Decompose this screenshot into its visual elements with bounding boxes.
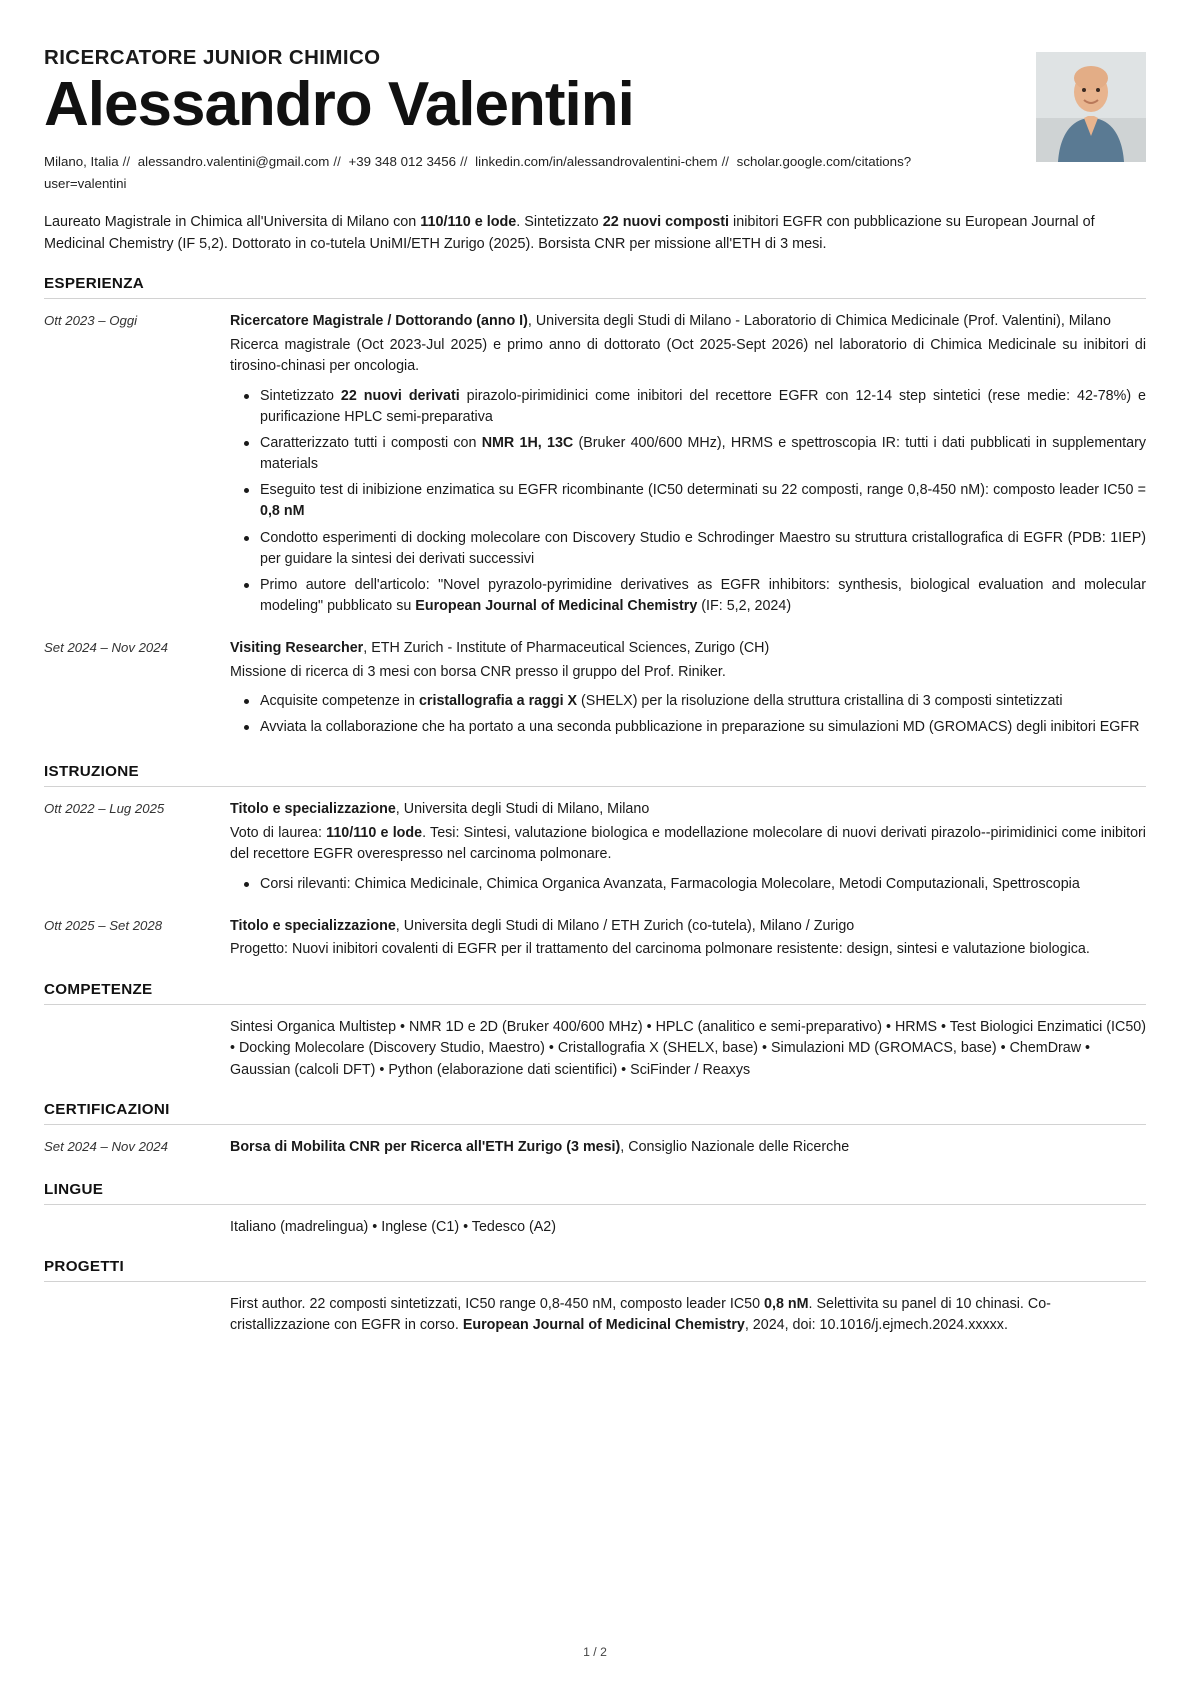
resume-header <box>44 46 1146 255</box>
entry-body <box>230 638 1146 743</box>
entry-institution: , Universita degli Studi di Milano, Milano <box>395 801 650 818</box>
contact-separator: // <box>122 154 131 170</box>
entry-date: Ott 2023 – Oggi <box>44 313 138 329</box>
page-footer <box>0 1645 1190 1659</box>
entry-degree-title: Titolo e specializzazione <box>230 917 396 934</box>
contact-scholar[interactable]: scholar.google.com/citations?user=valentini <box>44 154 912 191</box>
summary-highlight-2: 22 nuovi composti <box>602 214 730 231</box>
bullet-text-c: pirazolo-pirimidinici come inibitori del recettore EGFR con 12-14 step sintetici (rese medie: 42-78%) e purificazione HPLC semi-preparativa <box>260 387 1146 425</box>
project-text-3: , 2024, doi: 10.1016/j.ejmech.2024.xxxxx. <box>744 1317 1008 1334</box>
entry-institution: , Universita degli Studi di Milano / ETH Zurich (co-tutela), Milano / Zurigo <box>395 917 855 934</box>
layout-spacer <box>44 1294 230 1337</box>
desc-text-a: Voto di laurea: <box>230 824 327 841</box>
list-item <box>260 717 1146 738</box>
contact-separator: // <box>721 154 729 170</box>
certification-entry <box>44 1137 1146 1160</box>
certification-issuer: , Consiglio Nazionale delle Ricerche <box>620 1139 850 1156</box>
entry-description: Ricerca magistrale (Oct 2023-Jul 2025) e primo anno di dottorato (Oct 2025-Sept 2026) nel laboratorio di Chimica Medicinale su inibitori di tirosino-chinasi per oncologia. <box>230 336 1146 375</box>
entry-body <box>230 311 1146 622</box>
bullet-text-a: Sintetizzato <box>260 387 341 404</box>
skills-text: Sintesi Organica Multistep • NMR 1D e 2D (Bruker 400/600 MHz) • HPLC (analitico e semi-preparativo) • HRMS • Test Biologici Enzimatici (IC50) • Docking Molecolare (Discovery Studio, Maestro) • Cristallografia X (SHELX, base) • Simulazioni MD (GROMACS, base) • ChemDraw • Gaussian (calcoli DFT) • Python (elaborazione dati scientifici) • SciFinder / Reaxys <box>230 1018 1146 1078</box>
section-languages <box>44 1181 1146 1238</box>
entry-employer: , ETH Zurich - Institute of Pharmaceutical Sciences, Zurigo (CH) <box>363 640 770 657</box>
portrait-photo-icon <box>1036 52 1146 162</box>
entry-degree-title: Titolo e specializzazione <box>230 801 396 818</box>
list-item <box>260 433 1146 475</box>
layout-spacer <box>44 1017 230 1081</box>
experience-entry <box>44 311 1146 622</box>
entry-description <box>230 939 1146 960</box>
entry-heading <box>230 916 1146 937</box>
projects-block <box>44 1294 1146 1337</box>
bullet-text-c: (Bruker 400/600 MHz), HRMS e spettroscopia IR: tutti i dati pubblicati in supplementary materials <box>260 435 1147 473</box>
section-title-certifications: CERTIFICAZIONI <box>44 1101 170 1119</box>
desc-text-b: 110/110 e lode <box>326 824 423 841</box>
entry-body <box>230 916 1146 961</box>
bullet-text-b: 22 nuovi derivati <box>340 387 460 404</box>
bullet-text-b: 0,8 nM <box>260 503 305 520</box>
section-divider <box>44 1004 1146 1005</box>
section-projects <box>44 1258 1146 1337</box>
bullet-text-c: (IF: 5,2, 2024) <box>697 598 792 615</box>
list-item <box>260 386 1146 428</box>
education-entry <box>44 916 1146 961</box>
bullet-text-a: Primo autore dell'articolo: "Novel pyrazolo-pyrimidine derivatives as EGFR inhibitors: synthesis, biological evaluation and molecular modeling" pubblicato su <box>260 576 1146 615</box>
project-highlight-1: 0,8 nM <box>764 1295 809 1312</box>
section-title-education: ISTRUZIONE <box>44 763 139 781</box>
section-title-skills: COMPETENZE <box>44 980 153 998</box>
section-title-languages: LINGUE <box>44 1180 104 1198</box>
bullet-text-b: cristallografia a raggi X <box>418 693 578 710</box>
summary-highlight-1: 110/110 e lode <box>420 214 517 231</box>
page-number: 1 / 2 <box>583 1645 607 1659</box>
contact-separator: // <box>333 154 341 170</box>
entry-description: Missione di ricerca di 3 mesi con borsa CNR presso il gruppo del Prof. Riniker. <box>230 663 726 680</box>
entry-body <box>230 1137 1146 1160</box>
bullet-text-a: Acquisite competenze in <box>260 693 419 710</box>
entry-bullet-list <box>230 874 1146 895</box>
project-highlight-2: European Journal of Medicinal Chemistry <box>462 1317 745 1334</box>
entry-job-title: Visiting Researcher <box>230 640 364 657</box>
contact-email[interactable]: alessandro.valentini@gmail.com <box>137 154 330 170</box>
section-divider <box>44 298 1146 299</box>
project-text-2: . Selettivita su panel di 10 chinasi. Co-cristallizzazione con EGFR in corso. <box>230 1295 1051 1334</box>
list-item <box>260 874 1146 895</box>
section-divider <box>44 1281 1146 1282</box>
section-divider <box>44 1204 1146 1205</box>
summary-text-1: Laureato Magistrale in Chimica all'Universita di Milano con <box>44 214 421 231</box>
section-title-projects: PROGETTI <box>44 1257 125 1275</box>
entry-date: Ott 2025 – Set 2028 <box>44 917 163 933</box>
bullet-text-a: Eseguito test di inibizione enzimatica su EGFR ricombinante (IC50 determinati su 22 composti, range 0,8-450 nM): composto leader IC50 = <box>260 482 1146 499</box>
candidate-name: Alessandro Valentini <box>44 70 634 139</box>
bullet-text-a: Corsi rilevanti: Chimica Medicinale, Chimica Organica Avanzata, Farmacologia Molecolare, Metodi Computazionali, Spettroscopia <box>260 875 1080 892</box>
entry-job-title: Ricercatore Magistrale / Dottorando (anno I) <box>230 313 528 330</box>
bullet-text-a: Avviata la collaborazione che ha portato a una seconda pubblicazione in preparazione su simulazioni MD (GROMACS) degli inibitori EGFR <box>260 719 1140 736</box>
entry-date: Set 2024 – Nov 2024 <box>44 1139 168 1155</box>
bullet-text-a: Caratterizzato tutti i composti con <box>260 435 482 451</box>
section-title-experience: ESPERIENZA <box>44 275 145 293</box>
contact-line <box>44 151 924 194</box>
entry-heading <box>230 799 1146 820</box>
bullet-text-a: Condotto esperimenti di docking molecolare con Discovery Studio e Schrodinger Maestro su struttura cristallografica di EGFR (PDB: 1IEP) per guidare la sintesi dei derivati successivi <box>260 529 1146 567</box>
project-text-1: First author. 22 composti sintetizzati, IC50 range 0,8-450 nM, composto leader IC50 <box>230 1295 765 1312</box>
entry-bullet-list <box>230 691 1146 738</box>
languages-text: Italiano (madrelingua) • Inglese (C1) • Tedesco (A2) <box>230 1218 557 1235</box>
languages-block <box>44 1217 1146 1238</box>
experience-entry <box>44 638 1146 743</box>
section-divider <box>44 1124 1146 1125</box>
contact-phone: +39 348 012 3456 <box>348 154 457 170</box>
section-experience <box>44 275 1146 743</box>
entry-body <box>230 799 1146 899</box>
entry-employer: , Universita degli Studi di Milano - Laboratorio di Chimica Medicinale (Prof. Valentini), Milano <box>527 313 1111 330</box>
desc-text-c: . Tesi: Sintesi, valutazione biologica e modellazione molecolare di nuovi derivati pirazolo--pirimidinici come inibitori del recettore EGFR overespresso nel carcinoma polmonare. <box>230 824 1146 863</box>
entry-heading <box>230 311 1146 332</box>
list-item <box>260 575 1146 617</box>
education-entry <box>44 799 1146 899</box>
list-item <box>260 480 1146 522</box>
entry-heading <box>230 1137 1146 1158</box>
summary-text-3: inibitori EGFR con pubblicazione su European Journal of Medicinal Chemistry (IF 5,2). Dottorato in co-tutela UniMI/ETH Zurigo (2025). Borsista CNR per missione all'ETH di 3 mesi. <box>44 214 1095 252</box>
list-item <box>260 528 1146 570</box>
avatar <box>1036 52 1146 162</box>
contact-linkedin[interactable]: linkedin.com/in/alessandrovalentini-chem <box>475 154 718 170</box>
skills-block <box>44 1017 1146 1081</box>
desc-text-a: Progetto: Nuovi inibitori covalenti di EGFR per il trattamento del carcinoma polmonare resistente: design, sintesi e valutazione biologica. <box>230 941 1090 958</box>
section-divider <box>44 786 1146 787</box>
contact-location: Milano, Italia <box>44 154 119 170</box>
entry-date: Set 2024 – Nov 2024 <box>44 640 168 656</box>
profile-summary <box>44 212 1146 255</box>
bullet-text-b: NMR 1H, 13C <box>481 435 574 451</box>
entry-bullet-list <box>230 386 1146 618</box>
section-certifications <box>44 1101 1146 1160</box>
entry-date: Ott 2022 – Lug 2025 <box>44 801 165 817</box>
contact-separator: // <box>460 154 468 170</box>
entry-description <box>230 823 1146 866</box>
list-item <box>260 691 1146 712</box>
bullet-text-c: (SHELX) per la risoluzione della struttura cristallina di 3 composti sintetizzati <box>577 693 1063 710</box>
bullet-text-b: European Journal of Medicinal Chemistry <box>415 598 698 615</box>
summary-text-2: . Sintetizzato <box>516 214 603 231</box>
certification-title: Borsa di Mobilita CNR per Ricerca all'ETH Zurigo (3 mesi) <box>230 1139 621 1156</box>
layout-spacer <box>44 1217 230 1238</box>
job-role-title: RICERCATORE JUNIOR CHIMICO <box>44 46 381 69</box>
section-education <box>44 763 1146 960</box>
section-skills <box>44 981 1146 1081</box>
projects-text <box>230 1294 1146 1337</box>
entry-heading <box>230 638 1146 659</box>
